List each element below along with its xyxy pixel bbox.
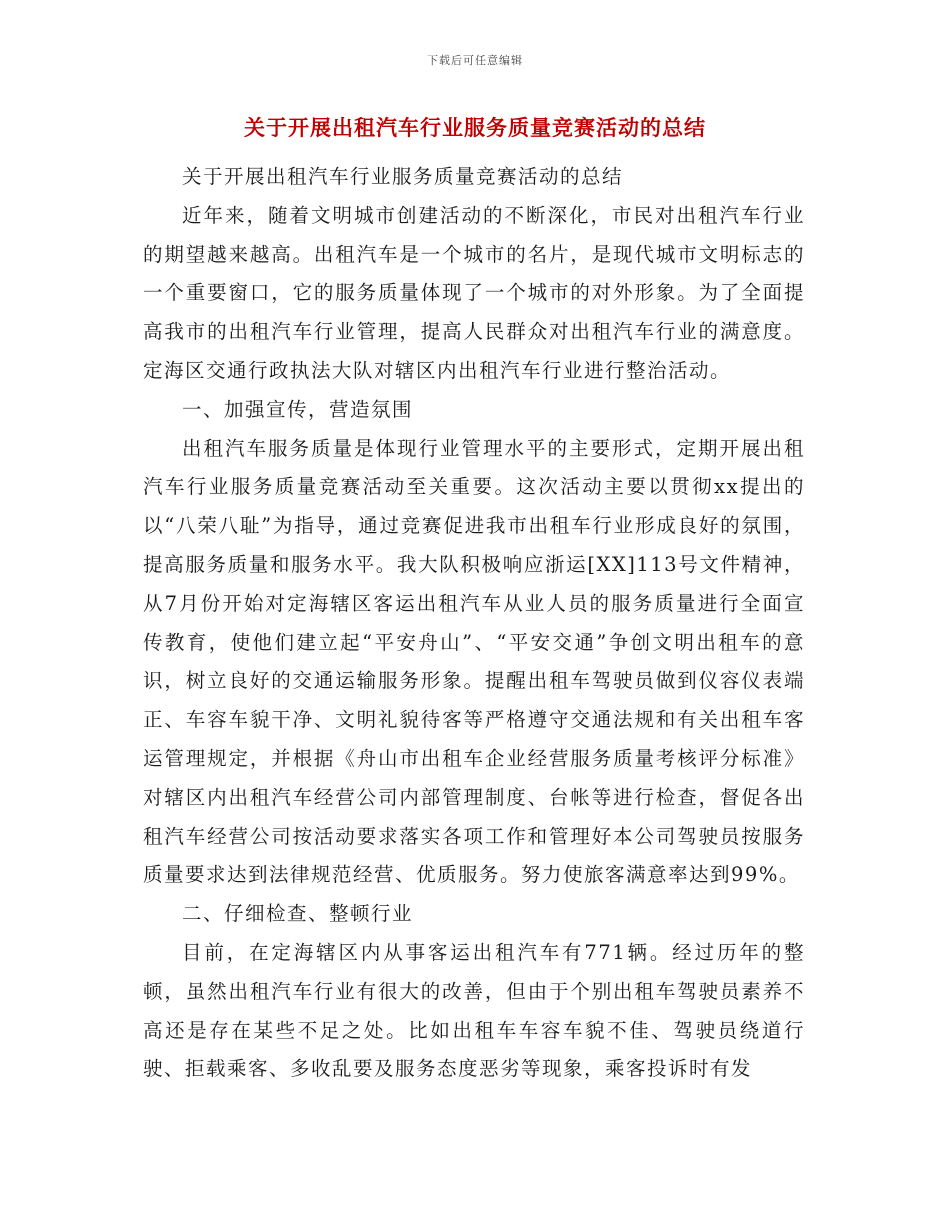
- paragraph-section-1: 出租汽车服务质量是体现行业管理水平的主要形式，定期开展出租汽车行业服务质量竞赛活动至关重要。这次活动主要以贯彻xx提出的以“八荣八耻”为指导，通过竞赛促进我市出租车行业形成良好的氛围，提高服务质量和服务水平。我大队积极响应浙运[XX]113号文件精神，从7月份开始对定海辖区客运出租汽车从业人员的服务质量进行全面宣传教育，使他们建立起“平安舟山”、“平安交通”争创文明出租车的意识，树立良好的交通运输服务形象。提醒出租车驾驶员做到仪容仪表端正、车容车貌干净、文明礼貌待客等严格遵守交通法规和有关出租车客运管理规定，并根据《舟山市出租车企业经营服务质量考核评分标准》对辖区内出租汽车经营公司内部管理制度、台帐等进行检查，督促各出租汽车经营公司按活动要求落实各项工作和管理好本公司驾驶员按服务质量要求达到法律规范经营、优质服务。努力使旅客满意率达到99%。: [143, 436, 805, 887]
- paragraph-intro: 近年来，随着文明城市创建活动的不断深化，市民对出租汽车行业的期望越来越高。出租汽车是一个城市的名片，是现代城市文明标志的一个重要窗口，它的服务质量体现了一个城市的对外形象。为了全面提高我市的出租汽车行业管理，提高人民群众对出租汽车行业的满意度。定海区交通行政执法大队对辖区内出租汽车行业进行整治活动。: [143, 203, 805, 382]
- section-heading-1: 一、加强宣传，营造氛围: [182, 397, 414, 421]
- document-body: [143, 158, 805, 1089]
- document-title: 关于开展出租汽车行业服务质量竞赛活动的总结: [244, 116, 706, 140]
- section-heading-2: 二、仔细检查、整顿行业: [182, 902, 414, 926]
- paragraph-section-2: 目前，在定海辖区内从事客运出租汽车有771辆。经过历年的整顿，虽然出租汽车行业有很大的改善，但由于个别出租车驾驶员素养不高还是存在某些不足之处。比如出租车车容车貌不佳、驾驶员绕道行驶、拒载乘客、多收乱要及服务态度恶劣等现象，乘客投诉时有发: [143, 940, 805, 1081]
- header-note: 下载后可任意编辑: [427, 54, 523, 67]
- paragraph-subtitle: 关于开展出租汽车行业服务质量竞赛活动的总结: [182, 165, 624, 188]
